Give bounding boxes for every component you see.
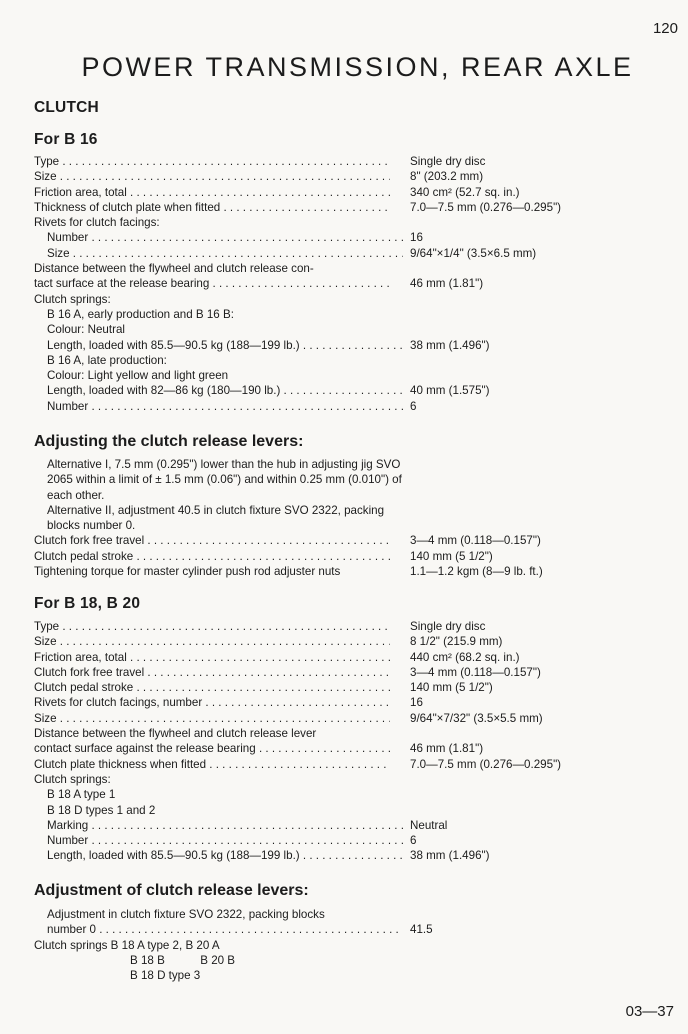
spec-value: 6	[410, 834, 417, 848]
spec-value: 9/64"×7/32" (3.5×5.5 mm)	[410, 711, 543, 725]
spec-value: 9/64"×1/4" (3.5×6.5 mm)	[410, 246, 537, 260]
spec-label: Clutch pedal stroke . . .	[34, 549, 390, 564]
paragraph-alternative-1: Alternative I, 7.5 mm (0.295") lower than the hub in adjusting jig SVO 2065 within a limit of ± 1.5 mm (0.06") and within 0.25 mm (0.010") of each other.	[47, 458, 402, 502]
spec-row	[34, 307, 684, 322]
spec-row	[34, 772, 684, 787]
spec-value: 38 mm (1.496")	[410, 849, 490, 863]
spec-label: Friction area, total . . .	[34, 185, 390, 200]
spec-row	[34, 154, 684, 169]
spec-label: tact surface at the release bearing . . .	[34, 276, 390, 291]
spec-value: 16	[410, 231, 423, 245]
spec-label: Adjustment in clutch fixture SVO 2322, packing blocks	[47, 908, 325, 921]
spec-label: Length, loaded with 82—86 kg (180—190 lb.) . . .	[34, 383, 403, 398]
paragraph-alternative-2: Alternative II, adjustment 40.5 in clutch fixture SVO 2322, packing blocks number 0.	[47, 503, 385, 533]
spec-value: 1.1—1.2 kgm (8—9 lb. ft.)	[410, 565, 543, 579]
spec-label: Rivets for clutch facings, number . . .	[34, 695, 390, 710]
spec-label: Distance between the flywheel and clutch release lever	[34, 727, 317, 741]
spec-value: 16	[410, 696, 423, 710]
spec-value: Neutral	[410, 818, 448, 832]
spec-row	[34, 368, 684, 383]
spec-row	[34, 619, 684, 634]
spec-row	[34, 711, 684, 726]
spec-row	[34, 726, 684, 741]
spec-label: Number . . .	[34, 833, 403, 848]
spec-row	[34, 564, 684, 579]
spec-label: Colour: Light yellow and light green	[47, 369, 229, 383]
spec-label: Size . . .	[34, 246, 403, 261]
spec-label: Friction area, total . . .	[34, 650, 390, 665]
spec-value: 140 mm (5 1/2")	[410, 681, 493, 695]
spec-row	[34, 399, 684, 414]
spec-value: 46 mm (1.81")	[410, 277, 484, 291]
spec-value: 440 cm² (68.2 sq. in.)	[410, 650, 520, 664]
spec-row	[34, 230, 684, 245]
spec-row	[34, 215, 684, 230]
spec-label: Length, loaded with 85.5—90.5 kg (188—199 lb.) . . .	[34, 338, 403, 353]
spec-label: Clutch springs:	[34, 772, 111, 786]
spec-row	[34, 695, 684, 710]
spec-label: Marking . . .	[34, 818, 403, 833]
spec-label: Size . . .	[34, 634, 390, 649]
spec-list-b16	[34, 154, 684, 414]
spec-value: 38 mm (1.496")	[410, 338, 490, 352]
spec-list-b18	[34, 619, 684, 864]
spec-value: 41.5	[410, 923, 433, 937]
section-heading-clutch: CLUTCH	[34, 99, 99, 116]
spec-row	[34, 665, 684, 680]
spec-row	[34, 246, 684, 261]
spec-row	[34, 292, 684, 307]
spec-value: Single dry disc	[410, 155, 486, 168]
spec-row	[34, 533, 684, 548]
spec-label: B 16 A, early production and B 16 B:	[47, 307, 234, 321]
spec-label: B 18 A type 1	[47, 788, 116, 802]
spec-row	[34, 353, 684, 368]
spec-row	[34, 200, 684, 215]
spec-row	[34, 818, 684, 833]
spec-row	[34, 953, 684, 968]
spec-value: Single dry disc	[410, 620, 486, 633]
spec-list-adjusting	[34, 457, 684, 579]
spec-row	[34, 907, 684, 922]
spec-row	[34, 650, 684, 665]
spec-label: number 0 . . .	[34, 922, 403, 937]
spec-label: Size . . .	[34, 169, 390, 184]
spec-label: Thickness of clutch plate when fitted . . .	[34, 200, 390, 215]
spec-row	[34, 338, 684, 353]
spec-label: Distance between the flywheel and clutch release con-	[34, 262, 314, 276]
spec-label: Type . . .	[34, 619, 390, 634]
spec-row	[34, 634, 684, 649]
spec-label: Number . . .	[34, 230, 403, 245]
spec-label: Clutch fork free travel . . .	[34, 533, 390, 548]
spec-row	[34, 276, 684, 291]
spec-label: Clutch springs B 18 A type 2, B 20 A	[34, 938, 220, 952]
spec-list-adjustment	[34, 907, 684, 983]
spec-label: Length, loaded with 85.5—90.5 kg (188—199 lb.) . . .	[34, 848, 403, 863]
spec-value: 8 1/2" (215.9 mm)	[410, 635, 503, 649]
spec-label: Rivets for clutch facings:	[34, 216, 160, 230]
spec-row	[34, 757, 684, 772]
spec-value: 7.0—7.5 mm (0.276—0.295")	[410, 200, 562, 214]
spec-row	[34, 322, 684, 337]
spec-label: Size . . .	[34, 711, 390, 726]
spec-row	[34, 185, 684, 200]
spec-label: Tightening torque for master cylinder push rod adjuster nuts	[34, 565, 341, 579]
heading-adjusting-levers: Adjusting the clutch release levers:	[34, 433, 304, 450]
spec-row	[34, 848, 684, 863]
spec-label: B 18 B B 20 B	[130, 953, 236, 967]
heading-b16: For B 16	[34, 131, 98, 148]
footer-page-code: 03—37	[625, 1003, 674, 1020]
page-title: POWER TRANSMISSION, REAR AXLE	[81, 52, 634, 82]
spec-label: Clutch plate thickness when fitted . . .	[34, 757, 390, 772]
spec-row	[34, 549, 684, 564]
spec-value: 3—4 mm (0.118—0.157")	[410, 534, 541, 548]
heading-b18-b20: For B 18, B 20	[34, 595, 141, 612]
spec-label: Clutch fork free travel . . .	[34, 665, 390, 680]
spec-label: B 18 D type 3	[130, 969, 201, 983]
spec-row	[34, 968, 684, 983]
spec-value: 6	[410, 399, 417, 413]
spec-label: Clutch pedal stroke . . .	[34, 680, 390, 695]
spec-value: 3—4 mm (0.118—0.157")	[410, 665, 541, 679]
spec-label: B 18 D types 1 and 2	[47, 803, 156, 817]
spec-value: 7.0—7.5 mm (0.276—0.295")	[410, 757, 562, 771]
spec-value: 8" (203.2 mm)	[410, 170, 484, 184]
spec-row	[34, 741, 684, 756]
spec-row	[34, 833, 684, 848]
spec-row	[34, 938, 684, 953]
spec-label: Type . . .	[34, 154, 390, 169]
spec-row	[34, 383, 684, 398]
spec-value: 46 mm (1.81")	[410, 742, 484, 756]
spec-row	[34, 803, 684, 818]
spec-value: 340 cm² (52.7 sq. in.)	[410, 185, 520, 199]
spec-label: contact surface against the release bearing . . .	[34, 741, 390, 756]
spec-row	[34, 922, 684, 937]
spec-row	[34, 261, 684, 276]
spec-label: Clutch springs:	[34, 292, 111, 306]
spec-row	[34, 680, 684, 695]
page-number: 120	[652, 20, 678, 37]
heading-adjustment-levers: Adjustment of clutch release levers:	[34, 882, 309, 899]
spec-label: Number . . .	[34, 399, 403, 414]
spec-label: Colour: Neutral	[47, 323, 125, 337]
spec-row	[34, 787, 684, 802]
spec-row	[34, 169, 684, 184]
spec-value: 140 mm (5 1/2")	[410, 549, 493, 563]
spec-label: B 16 A, late production:	[47, 353, 167, 367]
spec-value: 40 mm (1.575")	[410, 384, 490, 398]
